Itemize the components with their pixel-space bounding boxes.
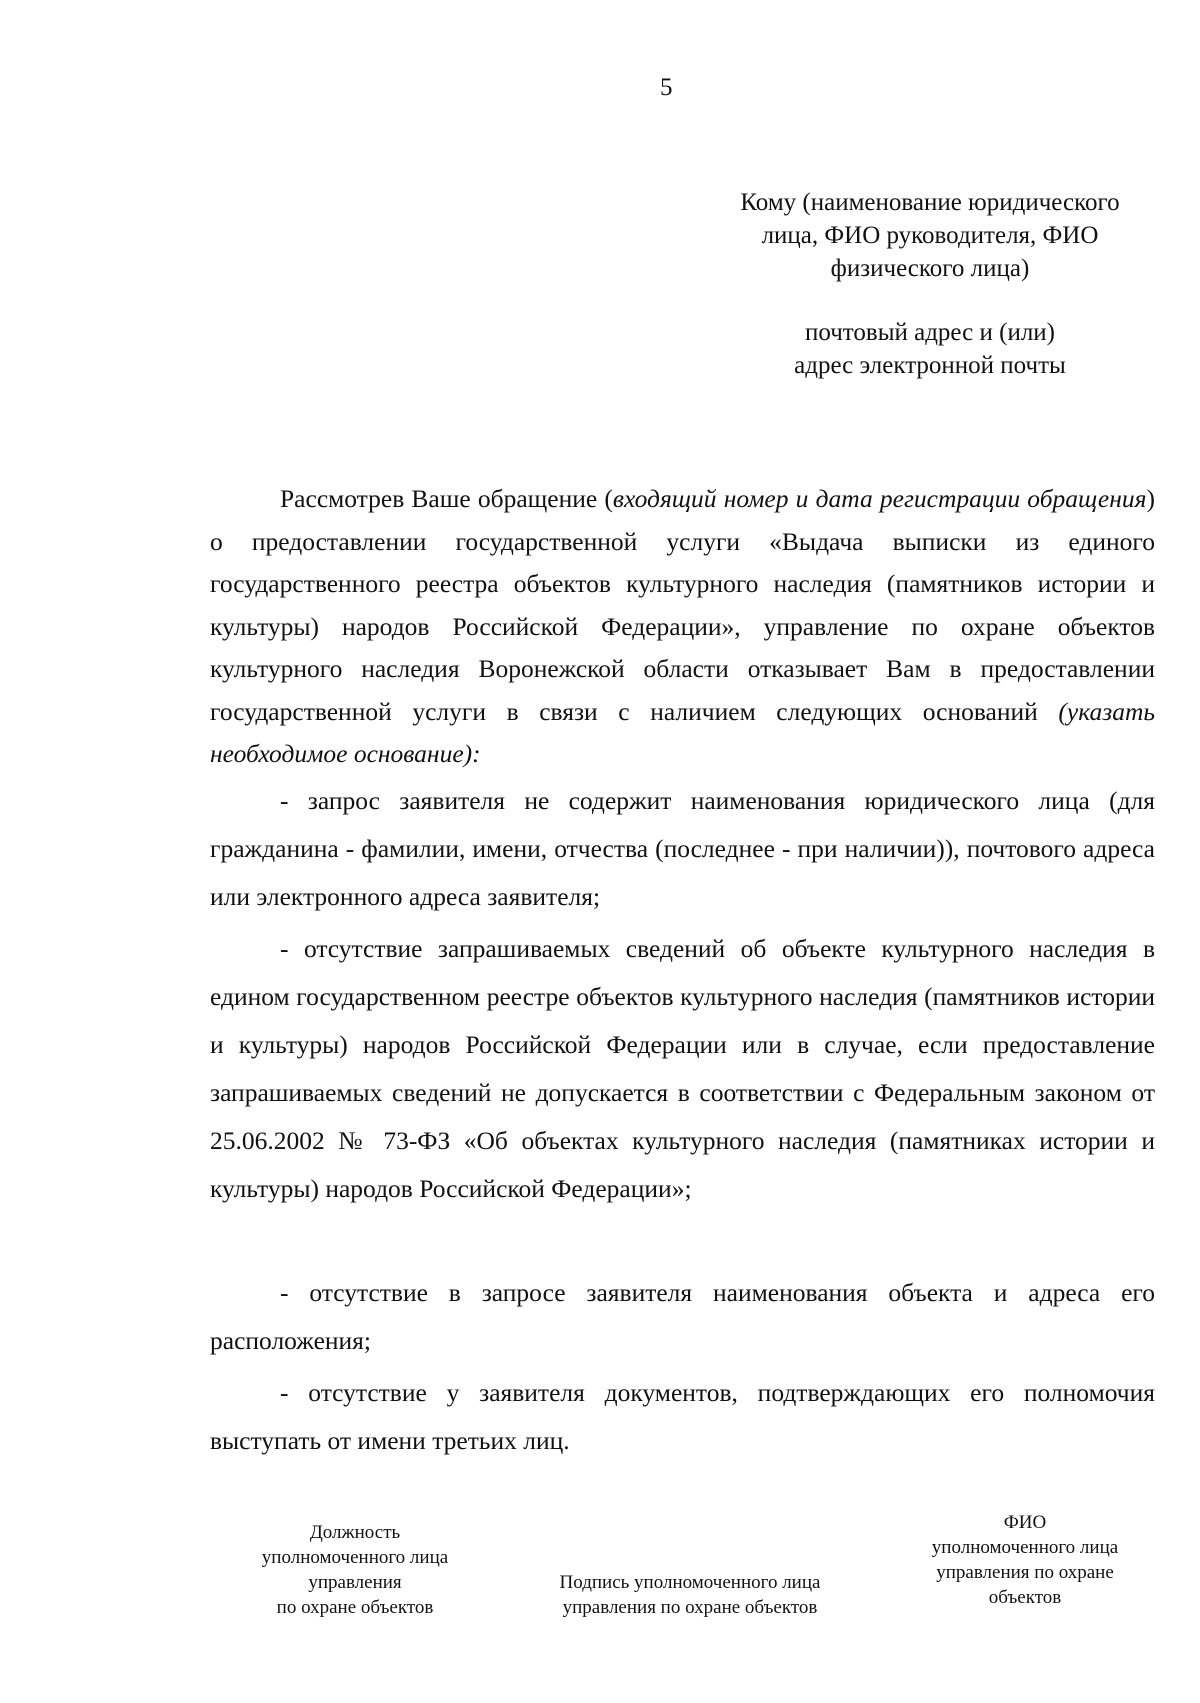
ground-item-2: - отсутствие запрашиваемых сведений об объекте культурного наследия в едином государственном реестре объектов культурного наследия (памятников истории и культуры) народов Российской Федерации или в случае, если предоставление запрашиваемых сведений не допускается в соответствии с Федеральным законом от 25.06.2002 № 73-ФЗ «Об объектах культурного наследия (памятниках истории и культуры) народов Российской Федерации»; [210, 934, 1155, 1203]
addressee-line: Кому (наименование юридического [740, 189, 1120, 216]
addressee-line: лица, ФИО руководителя, ФИО [761, 222, 1099, 249]
position-line: управления [308, 1572, 402, 1593]
paragraph-italic-placeholder: входящий номер и дата регистрации обращения [612, 484, 1147, 513]
signature-position-column [230, 1520, 480, 1620]
paragraph-italic-placeholder: (указать необходимое основание): [210, 696, 1155, 768]
ground-item-1: - запрос заявителя не содержит наименования юридического лица (для гражданина - фамилии, имени, отчества (последнее - при наличии)), почтового адреса или электронного адреса заявителя; [210, 786, 1155, 911]
addressee-line: физического лица) [830, 255, 1030, 282]
name-line: управления по охране [936, 1562, 1114, 1583]
ground-item-4: - отсутствие у заявителя документов, подтверждающих его полномочия выступать от имени третьих лиц. [210, 1378, 1155, 1455]
address-line: адрес электронной почты [794, 352, 1066, 379]
signature-line: Подпись уполномоченного лица [559, 1572, 821, 1593]
addressee-address [690, 316, 1170, 382]
page-number: 5 [660, 74, 673, 101]
name-line: объектов [988, 1587, 1062, 1608]
name-line: ФИО [1003, 1512, 1047, 1533]
paragraph-text: Рассмотрев Ваше обращение ( [280, 484, 613, 513]
position-line: Должность [309, 1522, 401, 1543]
name-line: уполномоченного лица [931, 1537, 1119, 1558]
signature-line: управления по охране объектов [562, 1597, 818, 1618]
position-line: уполномоченного лица [261, 1547, 449, 1568]
signature-name-column [890, 1510, 1160, 1610]
position-line: по охране объектов [276, 1597, 434, 1618]
paragraph-text: ) о предоставлении государственной услуги «Выдача выписки из единого государственного реестра объектов культурного наследия (памятников истории и культуры) народов Российской Федерации», управление по охране объектов культурного наследия Воронежской области отказывает Вам в предоставлении государственной услуги в связи с наличием следующих оснований [210, 484, 1155, 726]
main-paragraph [210, 478, 1155, 776]
address-line: почтовый адрес и (или) [804, 319, 1056, 346]
addressee-recipient [690, 186, 1170, 285]
ground-item-3: - отсутствие в запросе заявителя наименования объекта и адреса его расположения; [210, 1278, 1155, 1355]
signature-column [520, 1570, 860, 1620]
